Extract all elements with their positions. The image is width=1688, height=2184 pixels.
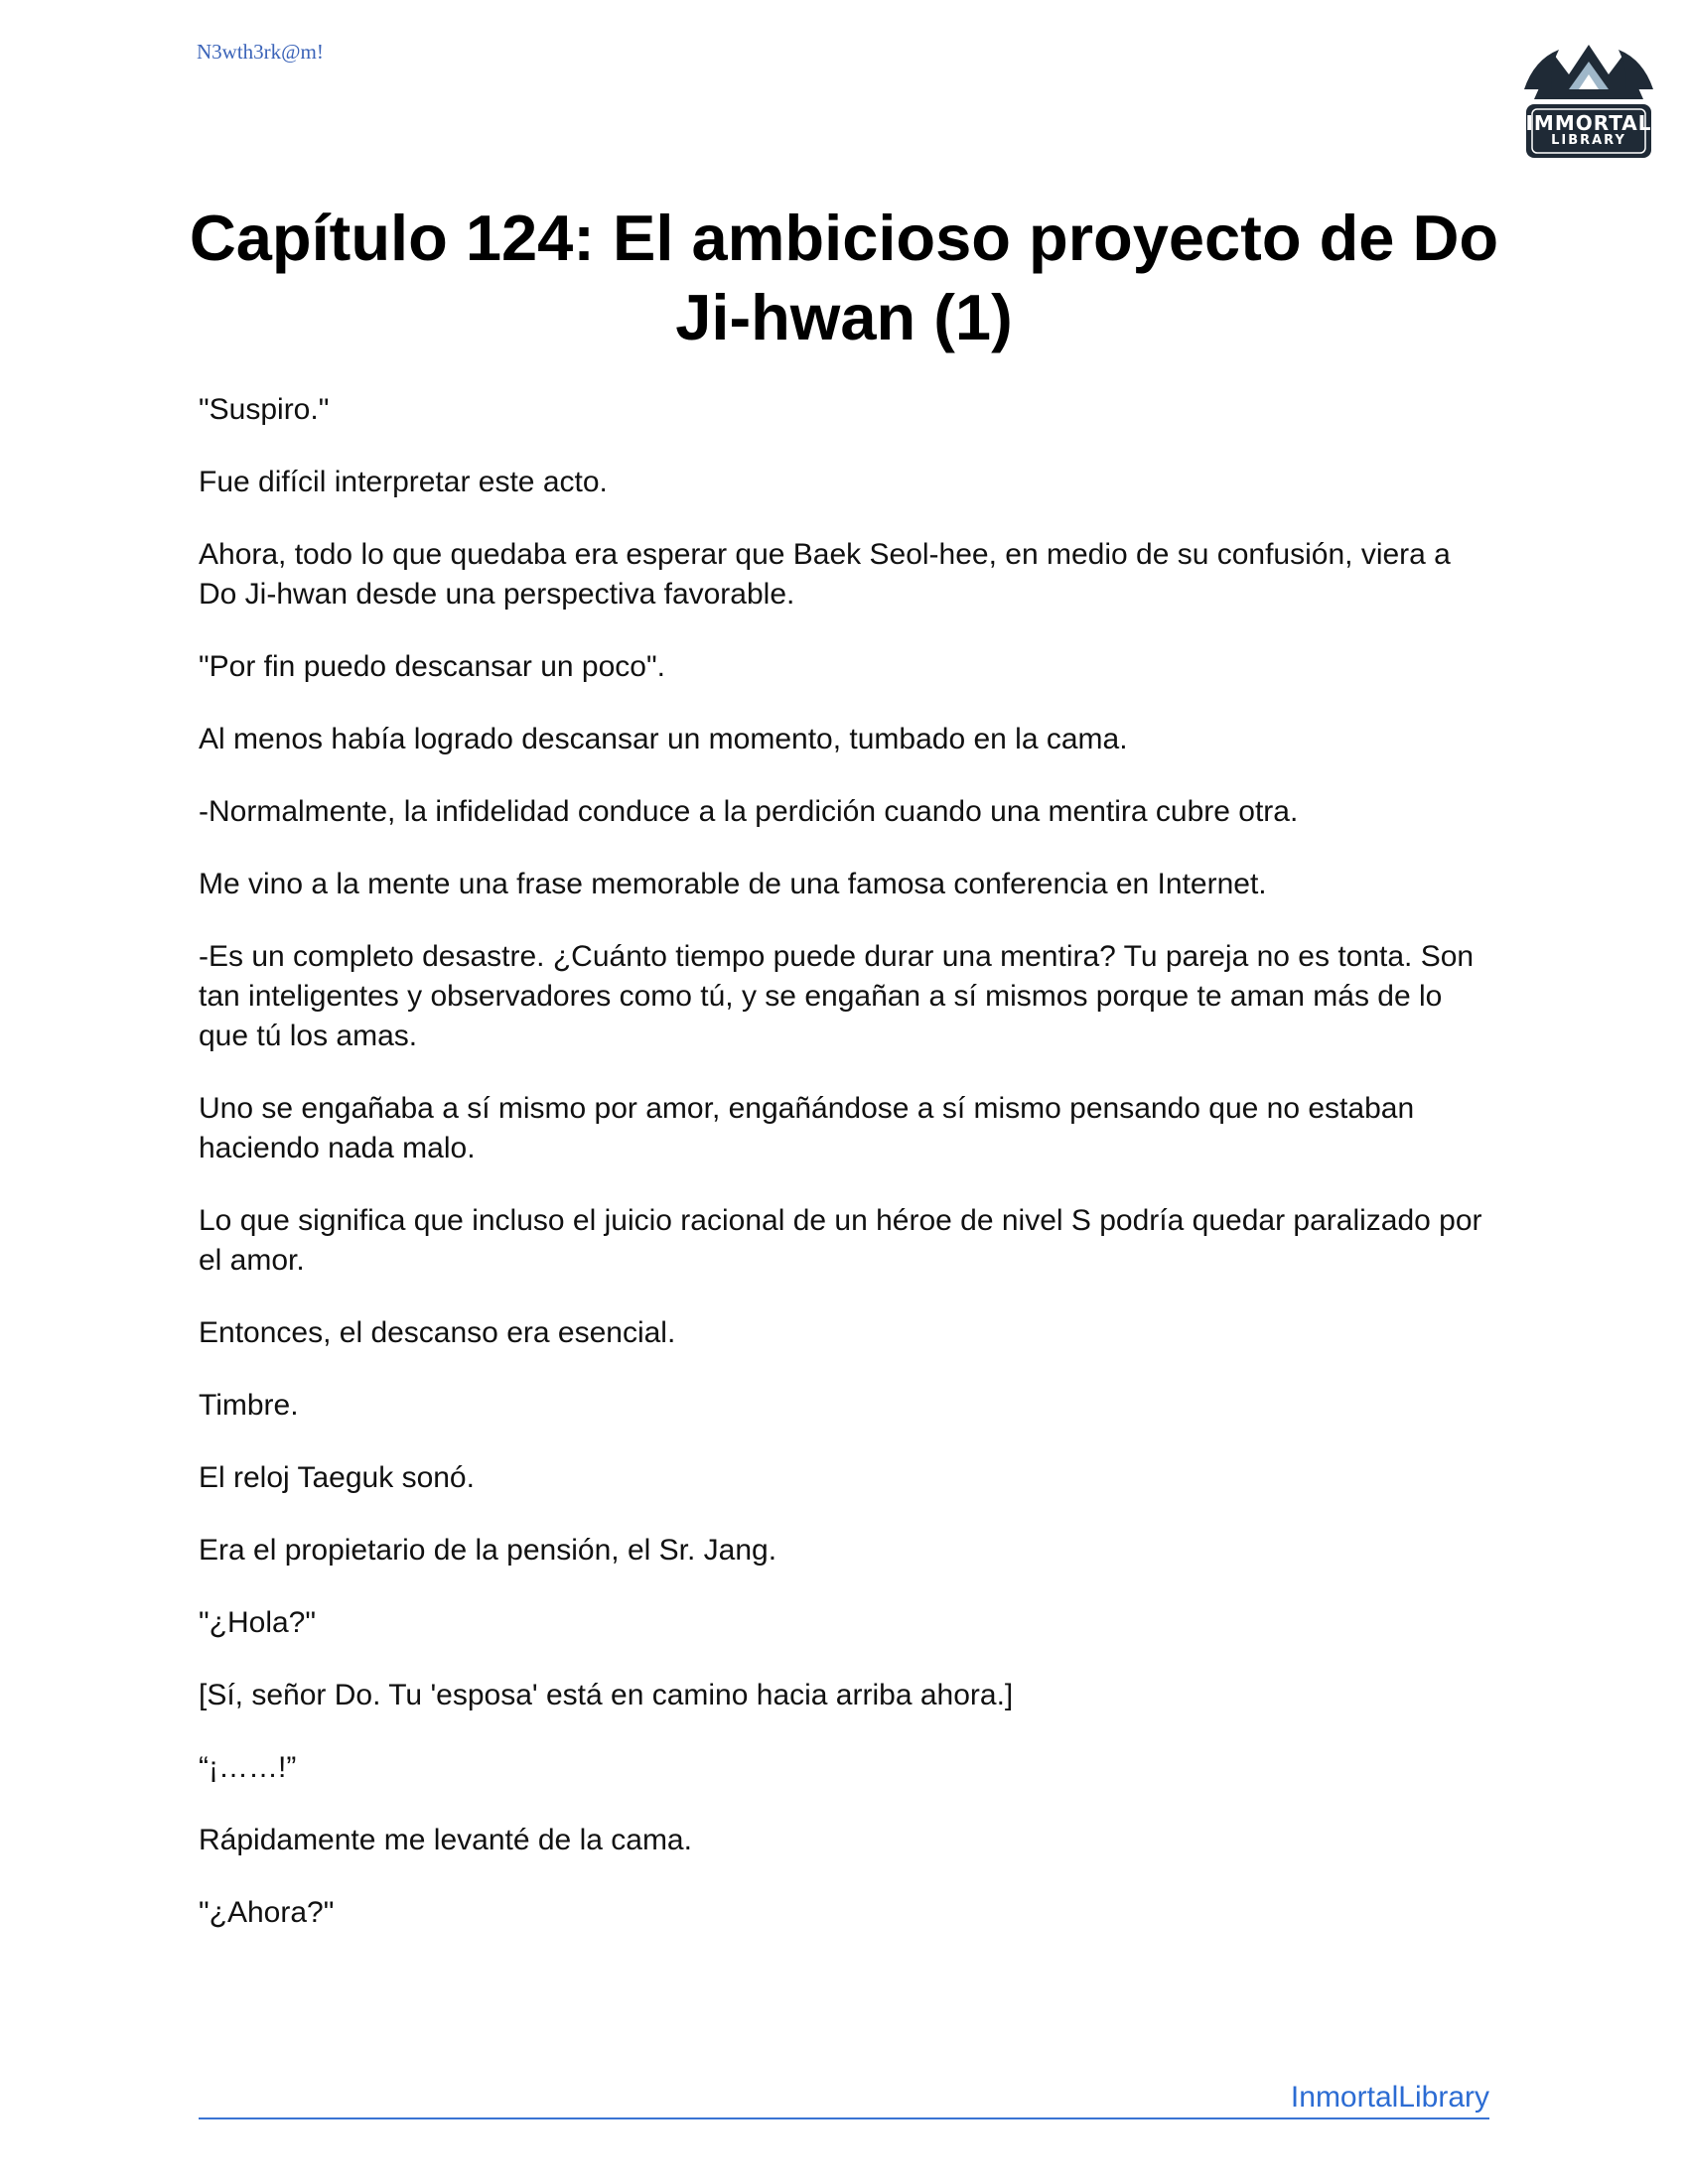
footer-link[interactable]: InmortalLibrary	[1290, 2081, 1489, 2114]
paragraph: Lo que significa que incluso el juicio racional de un héroe de nivel S podría quedar paralizado por el amor.	[199, 1204, 1482, 1277]
paragraph: “¡……!”	[199, 1751, 297, 1784]
paragraph: El reloj Taeguk sonó.	[199, 1461, 475, 1494]
paragraph: [Sí, señor Do. Tu 'esposa' está en camino hacia arriba ahora.]	[199, 1679, 1014, 1711]
paragraph: Era el propietario de la pensión, el Sr. Jang.	[199, 1534, 777, 1567]
logo-line1: IMMORTAL	[1525, 111, 1652, 135]
chapter-body	[199, 390, 1489, 1966]
paragraph: Ahora, todo lo que quedaba era esperar que Baek Seol-hee, en medio de su confusión, viera a Do Ji-hwan desde una perspectiva favorable.	[199, 538, 1451, 611]
paragraph: Entonces, el descanso era esencial.	[199, 1316, 676, 1349]
paragraph: Rápidamente me levanté de la cama.	[199, 1824, 692, 1856]
immortal-library-logo	[1514, 30, 1663, 179]
paragraph: Uno se engañaba a sí mismo por amor, engañándose a sí mismo pensando que no estaban haciendo nada malo.	[199, 1092, 1415, 1164]
paragraph: Timbre.	[199, 1389, 299, 1422]
chapter-title: Capítulo 124: El ambicioso proyecto de Do Ji-hwan (1)	[189, 202, 1499, 353]
paragraph: "¿Ahora?"	[199, 1896, 335, 1929]
paragraph: Fue difícil interpretar este acto.	[199, 466, 608, 498]
paragraph: "Por fin puedo descansar un poco".	[199, 650, 665, 683]
footer-divider	[199, 2117, 1489, 2119]
logo-line2: LIBRARY	[1551, 133, 1626, 148]
paragraph: -Es un completo desastre. ¿Cuánto tiempo puede durar una mentira? Tu pareja no es tonta. Son tan inteligentes y observadores como tú, y se engañan a sí mismos porque te aman más de lo que tú los amas.	[199, 940, 1475, 1052]
paragraph: "Suspiro."	[199, 393, 330, 426]
paragraph: "¿Hola?"	[199, 1606, 317, 1639]
header-tag: N3wth3rk@m!	[197, 40, 324, 64]
paragraph: Me vino a la mente una frase memorable de una famosa conferencia en Internet.	[199, 868, 1267, 900]
logo-emblem-icon	[1514, 30, 1663, 179]
paragraph: Al menos había logrado descansar un momento, tumbado en la cama.	[199, 723, 1128, 755]
paragraph: -Normalmente, la infidelidad conduce a la perdición cuando una mentira cubre otra.	[199, 795, 1299, 828]
